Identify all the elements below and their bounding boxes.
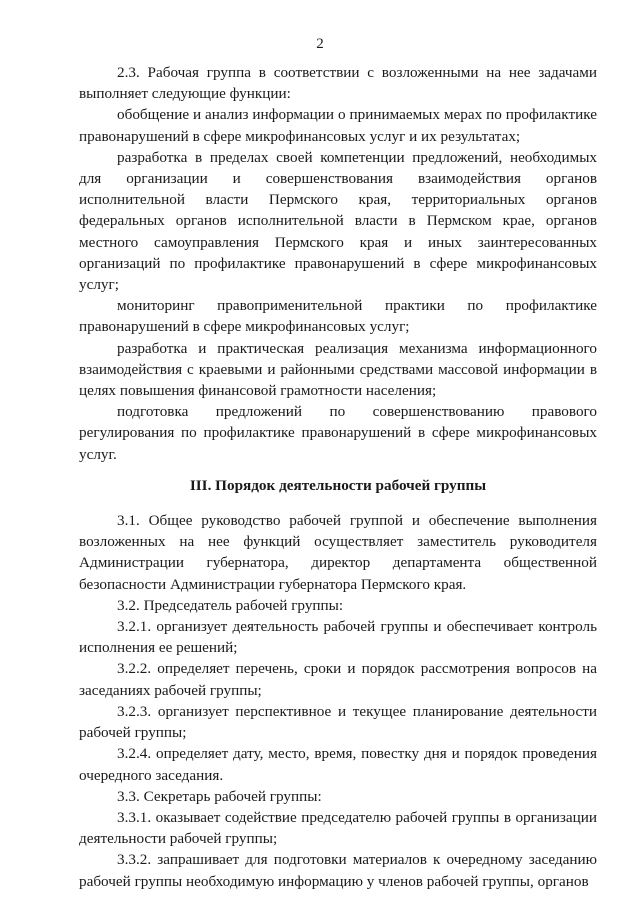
paragraph-3-1: 3.1. Общее руководство рабочей группой и обеспечение выполнения возложенных на нее функций осуществляет заместитель руководителя Администрации губернатора, директор департамента общественной безопасности Администрации губернатора Пермского края. bbox=[79, 512, 597, 593]
paragraph-function-regulation: подготовка предложений по совершенствованию правового регулирования по профилактике правонарушений в сфере микрофинансовых услуг. bbox=[79, 403, 597, 463]
paragraph-3-3-1: 3.3.1. оказывает содействие председателю рабочей группы в организации деятельности рабочей группы; bbox=[79, 808, 597, 848]
paragraph-3-2-1: 3.2.1. организует деятельность рабочей группы и обеспечивает контроль исполнения ее решений; bbox=[79, 618, 597, 657]
paragraph-2-3: 2.3. Рабочая группа в соответствии с возложенными на нее задачами выполняет следующие функции: bbox=[79, 64, 597, 103]
paragraph-3-2: 3.2. Председатель рабочей группы: bbox=[117, 596, 344, 614]
paragraph-3-3: 3.3. Секретарь рабочей группы: bbox=[117, 787, 322, 805]
paragraph-3-2-2: 3.2.2. определяет перечень, сроки и порядок рассмотрения вопросов на заседаниях рабочей группы; bbox=[79, 660, 597, 699]
paragraph-3-2-3: 3.2.3. организует перспективное и текущее планирование деятельности рабочей группы; bbox=[79, 702, 597, 742]
paragraph-3-3-2: 3.3.2. запрашивает для подготовки материалов к очередному заседанию рабочей группы необходимую информацию у членов рабочей группы, органов bbox=[79, 851, 597, 890]
paragraph-function-monitoring: мониторинг правоприменительной практики по профилактике правонарушений в сфере микрофинансовых услуг; bbox=[79, 297, 597, 336]
page-number: 2 bbox=[316, 36, 324, 52]
document-body bbox=[79, 62, 597, 892]
section-heading: III. Порядок деятельности рабочей группы bbox=[189, 476, 487, 494]
paragraph-function-analysis: обобщение и анализ информации о принимаемых мерах по профилактике правонарушений в сфере микрофинансовых услуг и их результатах; bbox=[79, 106, 597, 145]
paragraph-function-proposals: разработка в пределах своей компетенции предложений, необходимых для организации и совершенствования взаимодействия органов исполнительной власти Пермского края, территориальных органов федеральных органов исполнительной власти в Пермском крае, органов местного самоуправления Пермского края и иных заинтересованных организаций по профилактике правонарушений в сфере микрофинансовых услуг; bbox=[79, 148, 597, 294]
paragraph-function-media: разработка и практическая реализация механизма информационного взаимодействия с краевыми и районными средствами массовой информации в целях повышения финансовой грамотности населения; bbox=[79, 339, 597, 400]
paragraph-3-2-4: 3.2.4. определяет дату, место, время, повестку дня и порядок проведения очередного заседания. bbox=[79, 745, 597, 784]
